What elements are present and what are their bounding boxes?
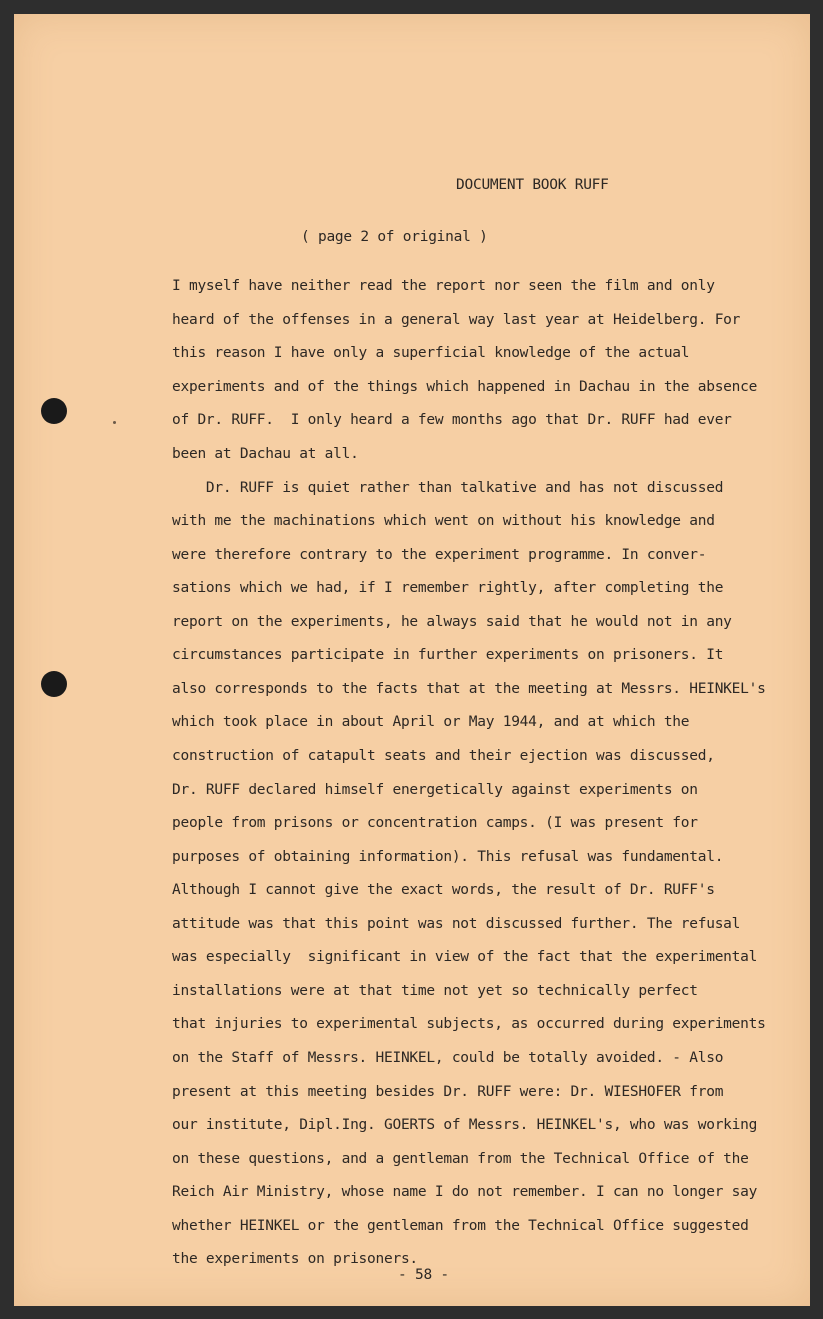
body-line: circumstances participate in further experiments on prisoners. It bbox=[172, 647, 724, 663]
paper-speck bbox=[113, 421, 116, 424]
page-number: - 58 - bbox=[398, 1267, 449, 1283]
body-line: installations were at that time not yet so technically perfect bbox=[172, 983, 698, 999]
body-line: the experiments on prisoners. bbox=[172, 1251, 418, 1267]
original-page-reference: ( page 2 of original ) bbox=[301, 229, 488, 245]
body-line: on these questions, and a gentleman from the Technical Office of the bbox=[172, 1151, 749, 1167]
punch-hole bbox=[41, 398, 67, 424]
body-line: heard of the offenses in a general way last year at Heidelberg. For bbox=[172, 312, 741, 328]
body-line: people from prisons or concentration camps. (I was present for bbox=[172, 815, 698, 831]
body-line: were therefore contrary to the experiment programme. In conver- bbox=[172, 547, 707, 563]
body-line: with me the machinations which went on without his knowledge and bbox=[172, 513, 715, 529]
body-line: whether HEINKEL or the gentleman from the Technical Office suggested bbox=[172, 1218, 749, 1234]
body-line: was especially significant in view of the fact that the experimental bbox=[172, 949, 758, 965]
body-line: which took place in about April or May 1944, and at which the bbox=[172, 714, 690, 730]
body-line: construction of catapult seats and their ejection was discussed, bbox=[172, 748, 715, 764]
body-line: on the Staff of Messrs. HEINKEL, could be totally avoided. - Also bbox=[172, 1050, 724, 1066]
punch-hole bbox=[41, 671, 67, 697]
body-line: attitude was that this point was not discussed further. The refusal bbox=[172, 916, 741, 932]
body-line: report on the experiments, he always said that he would not in any bbox=[172, 614, 732, 630]
body-line: Reich Air Ministry, whose name I do not remember. I can no longer say bbox=[172, 1184, 758, 1200]
body-line: Although I cannot give the exact words, the result of Dr. RUFF's bbox=[172, 882, 715, 898]
body-line: this reason I have only a superficial knowledge of the actual bbox=[172, 345, 690, 361]
body-line: of Dr. RUFF. I only heard a few months ago that Dr. RUFF had ever bbox=[172, 412, 732, 428]
body-line: present at this meeting besides Dr. RUFF were: Dr. WIESHOFER from bbox=[172, 1084, 724, 1100]
body-line: been at Dachau at all. bbox=[172, 446, 359, 462]
body-line: sations which we had, if I remember rightly, after completing the bbox=[172, 580, 724, 596]
body-line: purposes of obtaining information). This refusal was fundamental. bbox=[172, 849, 724, 865]
body-line: experiments and of the things which happened in Dachau in the absence bbox=[172, 379, 758, 395]
document-header-title: DOCUMENT BOOK RUFF bbox=[456, 177, 609, 193]
body-line: Dr. RUFF is quiet rather than talkative and has not discussed bbox=[172, 480, 724, 496]
body-line: our institute, Dipl.Ing. GOERTS of Messrs. HEINKEL's, who was working bbox=[172, 1117, 758, 1133]
body-line: that injuries to experimental subjects, as occurred during experiments bbox=[172, 1016, 766, 1032]
body-line: Dr. RUFF declared himself energetically against experiments on bbox=[172, 782, 698, 798]
body-line: also corresponds to the facts that at the meeting at Messrs. HEINKEL's bbox=[172, 681, 766, 697]
body-line: I myself have neither read the report nor seen the film and only bbox=[172, 278, 715, 294]
